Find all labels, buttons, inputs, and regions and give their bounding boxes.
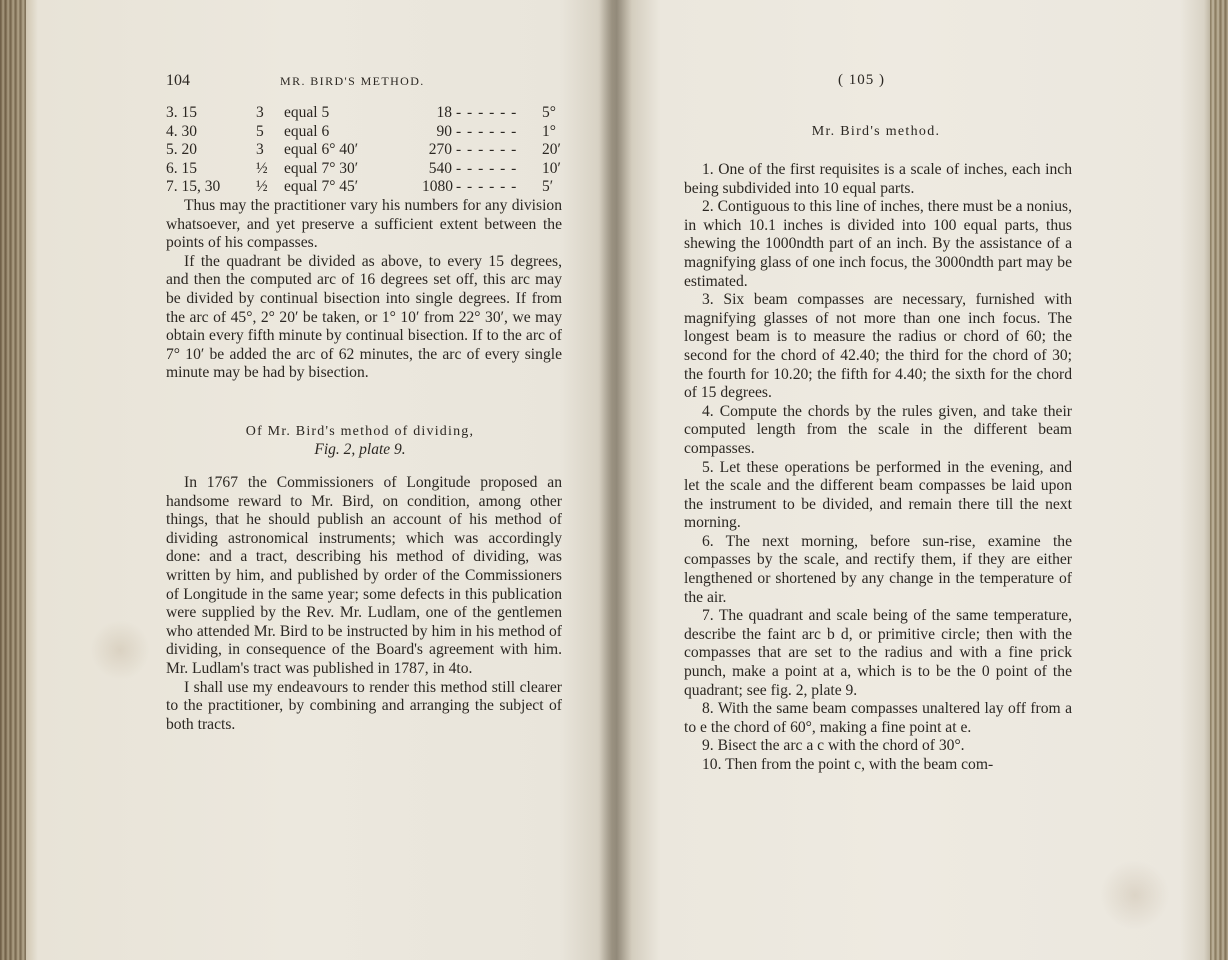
numbered-item: 1. One of the first requisites is a scale of inches, each inch being subdivided into 10 equal parts.	[684, 161, 1072, 197]
division-table	[166, 104, 562, 197]
paper-stain	[90, 620, 150, 680]
numbered-item: 5. Let these operations be performed in the evening, and let the scale and the different beam compasses be laid upon the instrument to be divided, and remain there till the next morning.	[684, 458, 1072, 532]
table-cell: 1°	[542, 122, 556, 140]
page-number: ( 105 )	[838, 72, 885, 88]
table-leader: - - - - - -	[456, 178, 518, 196]
table-cell: 4. 30	[166, 122, 197, 140]
table-cell: 7. 15, 30	[166, 178, 221, 196]
table-cell: 90	[436, 122, 452, 140]
left-body-top	[166, 197, 562, 383]
numbered-item: 4. Compute the chords by the rules given, and take their computed length from the scale in the different beam compasses.	[684, 402, 1072, 457]
book-gutter	[598, 0, 632, 960]
table-cell: 3	[256, 141, 264, 159]
table-cell: 10′	[542, 159, 561, 177]
table-cell: 5. 20	[166, 141, 197, 159]
page-title: Mr. Bird's method.	[811, 124, 941, 139]
numbered-item: 9. Bisect the arc a c with the chord of 30°.	[702, 737, 965, 755]
table-leader: - - - - - -	[456, 104, 518, 121]
numbered-item: 2. Contiguous to this line of inches, there must be a nonius, in which 10.1 inches is divided into 100 equal parts, thus shewing the 1000ndth part of an inch. By the assistance of a magnifying glass of one inch focus, the 3000ndth part may be estimated.	[684, 198, 1072, 290]
left-page	[160, 0, 560, 960]
table-cell: equal 7° 30′	[284, 159, 359, 177]
paragraph: In 1767 the Commissioners of Longitude proposed an handsome reward to Mr. Bird, on condition, among other things, that he should publish an account of his method of dividing astronomical instruments; which was accordingly done: and a tract, describing his method of dividing, was written by him, and published by order of the Commissioners of Longitude in the same year; some defects in this publication were supplied by the Rev. Mr. Ludlam, one of the gentlemen who attended Mr. Bird to be instructed by him in his method of dividing, in consequence of the Board's agreement with him. Mr. Ludlam's tract was published in 1787, in 4to.	[166, 474, 562, 677]
left-body-bottom	[166, 474, 562, 734]
right-page-edges	[1210, 0, 1228, 960]
section-heading: Of Mr. Bird's method of dividing,	[245, 424, 475, 439]
table-row	[166, 160, 562, 179]
table-cell: ½	[256, 178, 268, 196]
table-cell: 5	[256, 122, 264, 140]
running-title: MR. BIRD'S METHOD.	[280, 74, 425, 88]
table-cell: 5′	[542, 178, 554, 196]
table-cell: 1080	[422, 178, 453, 196]
section-subheading: Fig. 2, plate 9.	[314, 441, 406, 458]
table-cell: 270	[428, 141, 452, 159]
numbered-item: 7. The quadrant and scale being of the same temperature, describe the faint arc b d, or primitive circle; then with the compasses that are set to the radius and with a fine prick punch, make a point at a, which is to be the 0 point of the quadrant; see fig. 2, plate 9.	[684, 607, 1072, 699]
paragraph: I shall use my endeavours to render this method still clearer to the practitioner, by combining and arranging the subject of both tracts.	[166, 678, 562, 733]
right-body	[684, 161, 1072, 775]
page-number: 104	[166, 72, 190, 89]
numbered-item: 3. Six beam compasses are necessary, furnished with magnifying glasses of not more than one inch focus. The longest beam is to measure the radius or chord of 60; the second for the chord of 42.40; the third for the chord of 30; the fourth for 10.20; the fifth for 4.40; the sixth for the chord of 15 degrees.	[684, 291, 1072, 402]
table-row	[166, 104, 562, 123]
table-cell: 18	[436, 104, 452, 121]
paragraph: Thus may the practitioner vary his numbers for any division whatsoever, and yet preserve a sufficient extent between the points of his compasses.	[166, 197, 562, 252]
numbered-item: 8. With the same beam compasses unaltered lay off from a to e the chord of 60°, making a fine point at e.	[684, 700, 1072, 736]
table-cell: 5°	[542, 104, 556, 121]
table-cell: 20′	[542, 141, 561, 159]
table-row	[166, 178, 562, 197]
table-cell: 3	[256, 104, 264, 121]
table-cell: ½	[256, 159, 268, 177]
table-cell: 3. 15	[166, 104, 197, 121]
table-cell: equal 7° 45′	[284, 178, 359, 196]
left-page-edges	[0, 0, 26, 960]
table-leader: - - - - - -	[456, 141, 518, 159]
table-leader: - - - - - -	[456, 159, 518, 177]
right-page	[680, 0, 1072, 960]
paper-stain	[1100, 860, 1170, 930]
table-cell: equal 6° 40′	[284, 141, 359, 159]
paragraph: If the quadrant be divided as above, to every 15 degrees, and then the computed arc of 16 degrees set off, this arc may be divided by continual bisection into single degrees. If from the arc of 45°, 2° 20′ be taken, or 1° 10′ from 22° 30′, we may obtain every fifth minute by continual bisection. If to the arc of 7° 10′ be added the arc of 62 minutes, the arc of every single minute may be had by bisection.	[166, 252, 562, 382]
table-cell: equal 5	[284, 104, 330, 121]
numbered-item: 10. Then from the point c, with the beam com-	[702, 756, 994, 773]
table-row	[166, 123, 562, 142]
numbered-item: 6. The next morning, before sun-rise, examine the compasses by the scale, and rectify them, if they are either lengthened or shortened by any change in the temperature of the air.	[684, 532, 1072, 606]
table-row	[166, 141, 562, 160]
table-cell: 540	[428, 159, 452, 177]
table-leader: - - - - - -	[456, 122, 518, 140]
table-cell: equal 6	[284, 122, 330, 140]
table-cell: 6. 15	[166, 159, 197, 177]
